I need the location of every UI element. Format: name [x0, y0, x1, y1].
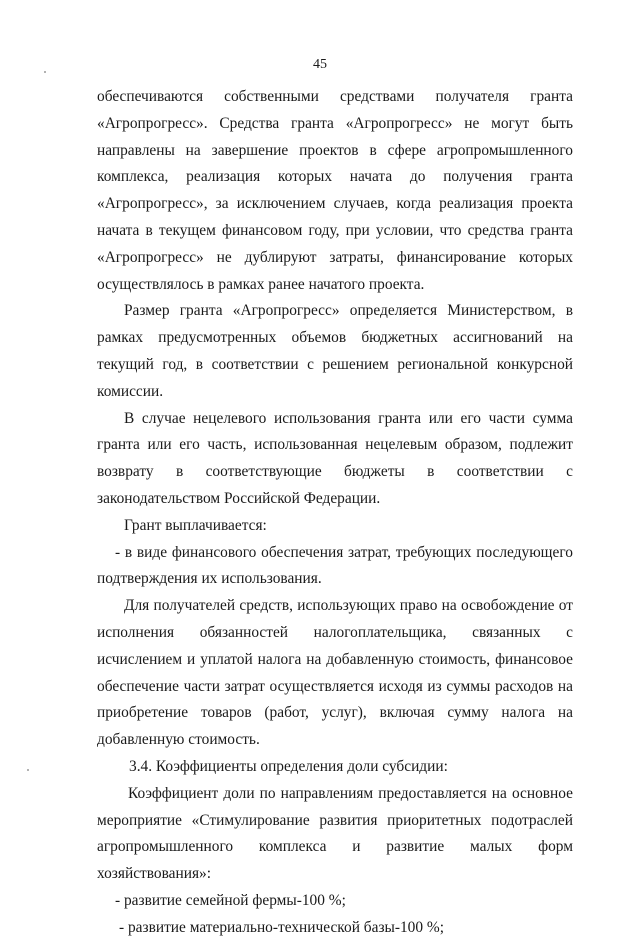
- paragraph-misuse: В случае нецелевого использования гранта или его части сумма гранта или его часть, использованная нецелевым образом, подлежит возврату в соответствующие бюджеты в соответствии с законодательством Российской Федерации.: [97, 409, 573, 507]
- paragraph-vat-exemption: Для получателей средств, использующих право на освобождение от исполнения обязанностей налогоплательщика, связанных с исчислением и уплатой налога на добавленную стоимость, финансовое обеспечение части затрат осуществляется исходя из суммы расходов на приобретение товаров (работ, услуг), включая сумму налога на добавленную стоимость.: [97, 597, 573, 749]
- document-body: [97, 84, 573, 942]
- section-heading-3-4: 3.4. Коэффициенты определения доли субсидии:: [129, 757, 448, 775]
- paragraph-coefficient: Коэффициент доли по направлениям предоставляется на основное мероприятие «Стимулирование развития приоритетных подотраслей агропромышленного комплекса и развитие малых форм хозяйствования»:: [97, 784, 573, 883]
- scan-speck: [27, 769, 29, 771]
- list-item-financial-support: - в виде финансового обеспечения затрат, требующих последующего подтверждения их использования.: [97, 543, 573, 588]
- scan-speck: [44, 71, 46, 73]
- paragraph-grant-payment: Грант выплачивается:: [124, 516, 267, 534]
- paragraph-continuation: обеспечиваются собственными средствами получателя гранта «Агропрогресс». Средства гранта «Агропрогресс» не могут быть направлены на завершение проектов в сфере агропромышленного комплекса, реализация которых начата до получения гранта «Агропрогресс», за исключением случаев, когда реализация проекта начата в текущем финансовом году, при условии, что средства гранта «Агропрогресс» не дублируют затраты, финансирование которых осуществлялось в рамках ранее начатого проекта.: [97, 88, 573, 293]
- list-item-family-farm: - развитие семейной фермы-100 %;: [115, 891, 346, 909]
- page-number: 45: [313, 57, 327, 72]
- list-item-material-base: - развитие материально-технической базы-100 %;: [119, 918, 445, 936]
- paragraph-grant-size: Размер гранта «Агропрогресс» определяется Министерством, в рамках предусмотренных объемов бюджетных ассигнований на текущий год, в соответствии с решением региональной конкурсной комиссии.: [97, 302, 573, 400]
